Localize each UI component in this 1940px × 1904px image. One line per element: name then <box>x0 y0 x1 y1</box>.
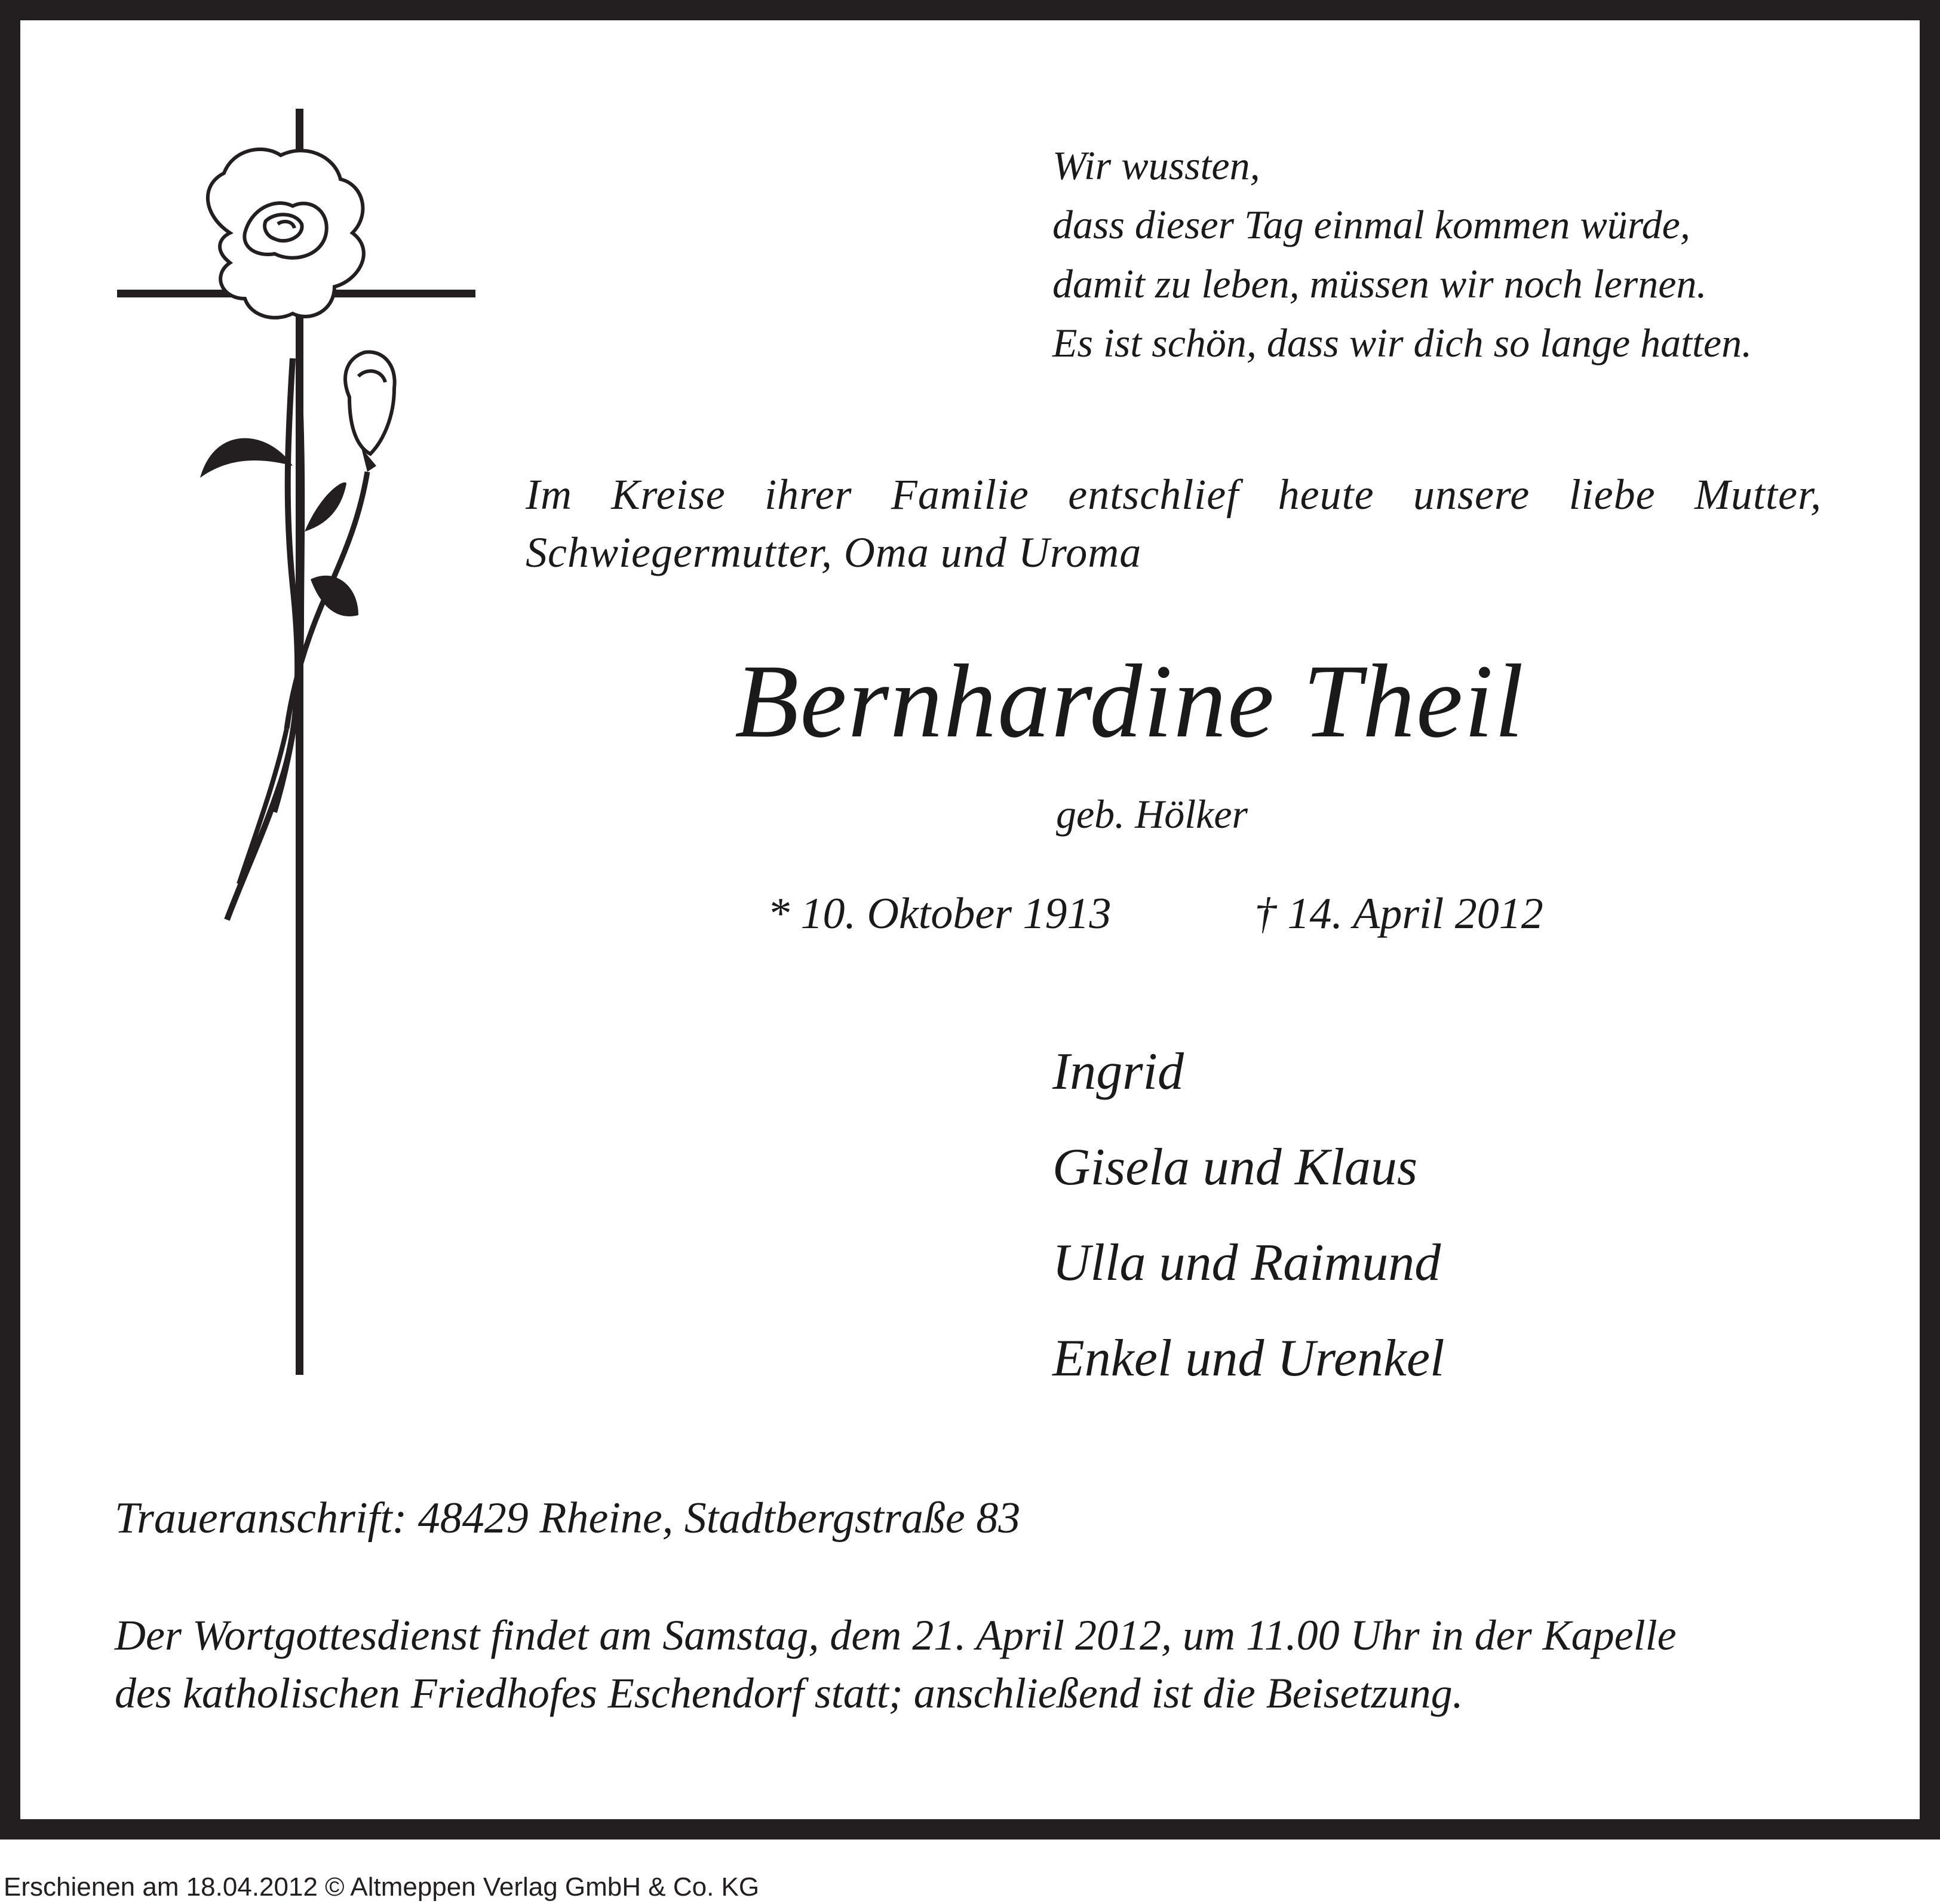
poem-line: dass dieser Tag einmal kommen würde, <box>1052 202 1690 247</box>
mourning-address: Traueranschrift: 48429 Rheine, Stadtbergstraße 83 <box>115 1494 1021 1543</box>
mourners-list <box>1052 1024 1444 1406</box>
cross-with-rose-icon <box>96 96 514 1380</box>
maiden-name: geb. Hölker <box>1056 791 1248 837</box>
birth-date: * 10. Oktober 1913 <box>768 889 1112 938</box>
service-line: des katholischen Friedhofes Eschendorf statt; anschließend ist die Beisetzung. <box>115 1669 1463 1717</box>
announcement-line: Schwiegermutter, Oma und Uroma <box>526 529 1142 576</box>
publication-credit: Erschienen am 18.04.2012 © Altmeppen Verlag GmbH & Co. KG <box>4 1872 760 1902</box>
poem-line: Es ist schön, dass wir dich so lange hatten. <box>1052 320 1752 366</box>
announcement-text <box>526 466 1822 582</box>
service-info <box>115 1607 1829 1722</box>
death-date: † 14. April 2012 <box>1254 889 1543 938</box>
announcement-line: Im Kreise ihrer Familie entschlief heute unsere liebe Mutter, <box>526 471 1822 518</box>
poem-line: Wir wussten, <box>1052 143 1260 188</box>
service-line: Der Wortgottesdienst findet am Samstag, dem 21. April 2012, um 11.00 Uhr in der Kapelle <box>115 1611 1677 1659</box>
mourner: Ingrid <box>1052 1043 1184 1101</box>
mourner: Gisela und Klaus <box>1052 1138 1418 1196</box>
mourner: Enkel und Urenkel <box>1052 1329 1445 1387</box>
poem-line: damit zu leben, müssen wir noch lernen. <box>1052 261 1707 306</box>
mourner: Ulla und Raimund <box>1052 1234 1441 1292</box>
deceased-name: Bernhardine Theil <box>735 643 1525 760</box>
poem <box>1052 136 1752 373</box>
